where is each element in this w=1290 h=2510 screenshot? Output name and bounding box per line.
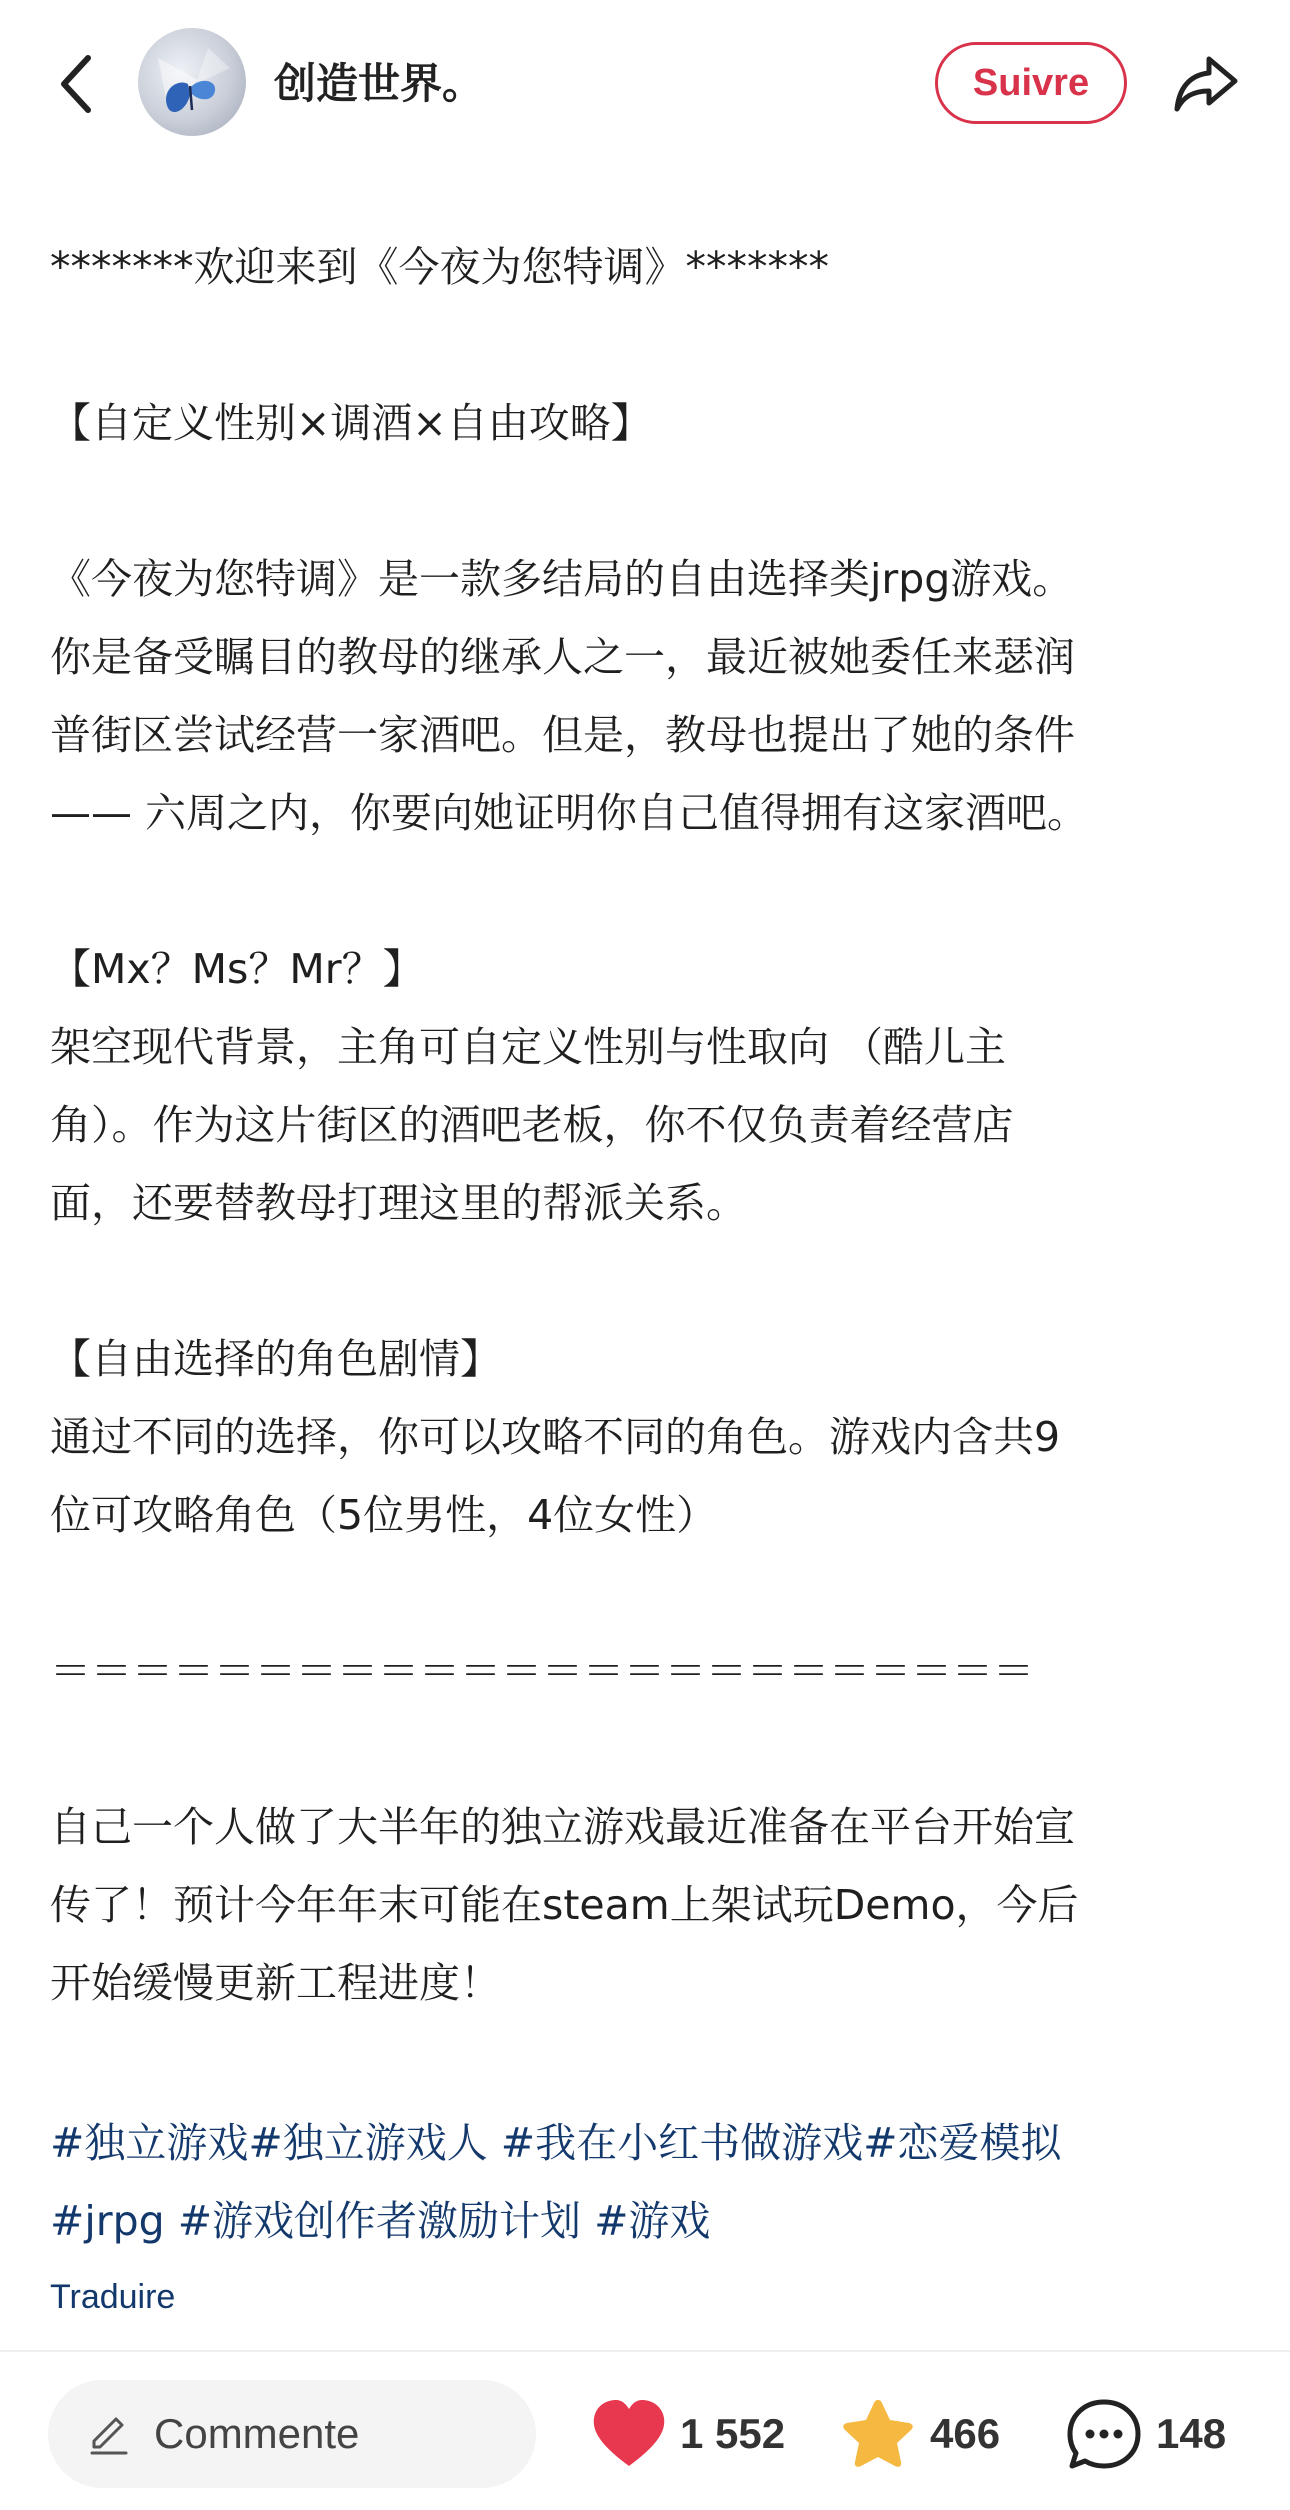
post-header: [0, 0, 1290, 170]
hashtag-link[interactable]: #我在小红书做游戏: [487, 2119, 864, 2167]
post-line: 传了！预计今年年末可能在steam上架试玩Demo，今后: [50, 1881, 1079, 1929]
hashtag-link[interactable]: #jrpg: [50, 2197, 165, 2245]
post-line: 架空现代背景，主角可自定义性别与性取向 （酷儿主: [50, 1023, 1007, 1071]
post-line: 自己一个人做了大半年的独立游戏最近准备在平台开始宣: [50, 1803, 1075, 1851]
bottom-divider: [0, 2350, 1290, 2352]
post-line: 开始缓慢更新工程进度！: [50, 1959, 501, 2007]
translate-link[interactable]: Traduire: [50, 2278, 176, 2316]
butterfly-avatar-icon: [138, 28, 246, 136]
post-line: 【Mx？Ms？Mr？】: [50, 945, 424, 993]
post-line: —— 六周之内，你要向她证明你自己值得拥有这家酒吧。: [50, 789, 1089, 837]
hashtags-line: [50, 2104, 1250, 2182]
heart-icon: [590, 2398, 668, 2470]
hashtags: [50, 2104, 1250, 2260]
post-line: 你是备受瞩目的教母的继承人之一，最近被她委任来瑟润: [50, 633, 1075, 681]
comment-bubble-icon: [1064, 2396, 1144, 2472]
star-icon: [838, 2396, 918, 2472]
post-content: [50, 228, 1250, 2022]
post-line: 面，还要替教母打理这里的帮派关系。: [50, 1179, 747, 1227]
pencil-icon: [86, 2411, 132, 2457]
post-line: 通过不同的选择，你可以攻略不同的角色。游戏内含共9: [50, 1413, 1061, 1461]
hashtags-line: [50, 2182, 1250, 2260]
post-line: *******欢迎来到《今夜为您特调》*******: [50, 243, 829, 291]
like-count: 1 552: [680, 2410, 786, 2457]
comment-count: 148: [1156, 2410, 1227, 2457]
back-button[interactable]: [48, 44, 104, 124]
hashtag-link[interactable]: #独立游戏人: [248, 2119, 488, 2167]
comment-placeholder: Commente: [154, 2410, 360, 2457]
post-line: 《今夜为您特调》是一款多结局的自由选择类jrpg游戏。: [50, 555, 1074, 603]
post-line: 【自定义性别×调酒×自由攻略】: [50, 399, 652, 447]
favorite-count: 466: [930, 2410, 1001, 2457]
follow-button[interactable]: Suivre: [935, 42, 1127, 124]
comments-button[interactable]: [1064, 2388, 1226, 2480]
hashtag-link[interactable]: #恋爱模拟: [863, 2119, 1062, 2167]
post-line: 普街区尝试经营一家酒吧。但是，教母也提出了她的条件: [50, 711, 1075, 759]
post-line: 角）。作为这片街区的酒吧老板，你不仅负责着经营店: [50, 1101, 1014, 1149]
share-arrow-icon: [1171, 53, 1241, 115]
post-line: 位可攻略角色（5位男性，4位女性）: [50, 1491, 718, 1539]
chevron-left-icon: [56, 52, 96, 116]
hashtag-link[interactable]: #独立游戏: [50, 2119, 249, 2167]
avatar[interactable]: [138, 28, 246, 136]
like-button[interactable]: [590, 2388, 785, 2480]
hashtag-link[interactable]: #游戏创作者激励计划: [164, 2197, 582, 2245]
post-line: 【自由选择的角色剧情】: [50, 1335, 501, 1383]
author-name[interactable]: 创造世界。: [274, 59, 485, 108]
favorite-button[interactable]: [838, 2388, 1000, 2480]
separator-line: ＝＝＝＝＝＝＝＝＝＝＝＝＝＝＝＝＝＝＝＝＝＝＝＝: [50, 1647, 1034, 1695]
comment-input[interactable]: [48, 2380, 536, 2488]
hashtag-link[interactable]: #游戏: [581, 2197, 711, 2245]
share-button[interactable]: [1166, 44, 1246, 124]
